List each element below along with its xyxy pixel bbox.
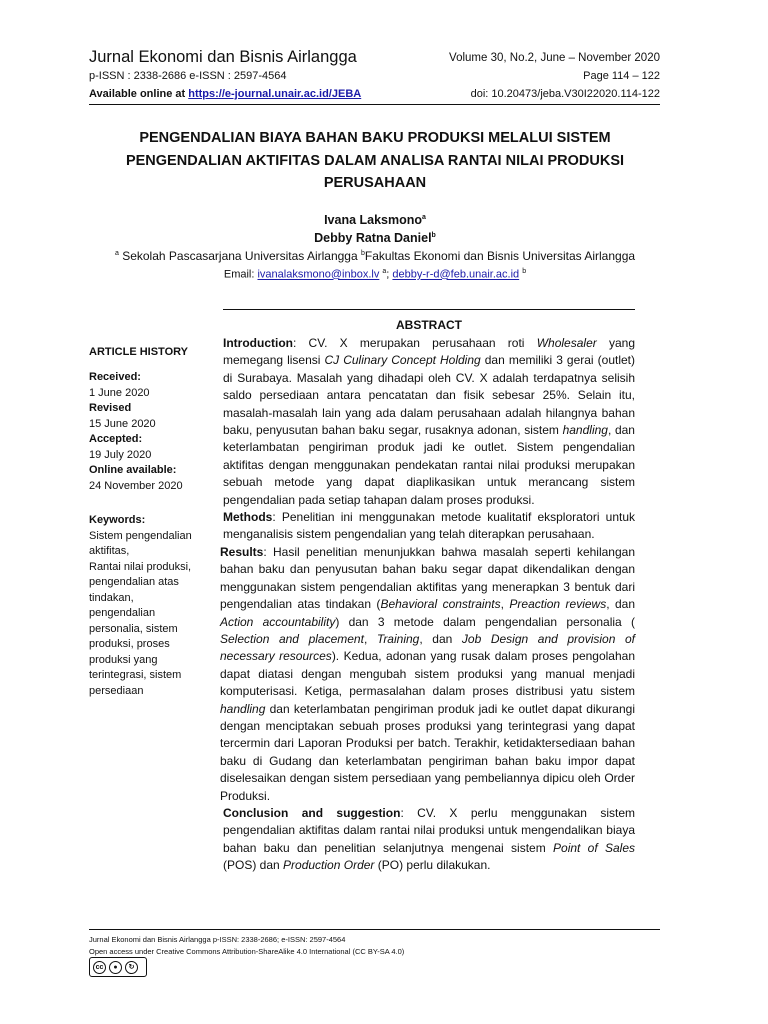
keyword-line: tindakan,: [89, 591, 134, 604]
keywords: [89, 513, 207, 699]
article-history-heading: ARTICLE HISTORY: [89, 346, 189, 358]
intro-text: , dan keterlambatan pengiriman produk jadi ke outlet. Sistem pengendalian aktifitas dengan menggunakan pendekatan rantai nilai produksi merupakan sebuah metode yang dapat diaplikasikan untuk merancang sistem pengendalian pada setiap tahapan dalam proses produksi.: [223, 423, 635, 507]
intro-italic: handling: [562, 423, 608, 438]
results-text: : Hasil penelitian menunjukkan bahwa masalah seperti kehilangan bahan baku dan penyusutan bahan baku segar dapat dikendalikan dengan menggunakan sistem pengendalian aktifitas yang menerapkan 3 bentuk dari pengendalian atas tindakan (: [220, 544, 635, 612]
header-rule: [89, 104, 660, 105]
online-date: 24 November 2020: [89, 479, 183, 492]
author-sup: b: [431, 231, 436, 239]
keyword-line: Sistem pengendalian: [89, 529, 192, 542]
accepted-label: Accepted:: [89, 433, 143, 445]
title-line: PENGENDALIAN BIAYA BAHAN BAKU PRODUKSI MELALUI SISTEM: [139, 130, 611, 146]
abstract-results: [220, 544, 635, 805]
title-line: PERUSAHAAN: [323, 175, 427, 191]
email-sep: ;: [386, 268, 393, 281]
keyword-line: pengendalian atas: [89, 576, 179, 588]
doi: doi: 10.20473/jeba.V30I22020.114-122: [470, 88, 660, 100]
footer-license: Open access under Creative Commons Attribution-ShareAlike 4.0 International (CC BY-SA 4.0): [89, 947, 405, 956]
available-online: [89, 88, 361, 100]
abstract-methods: [223, 509, 635, 544]
affiliations: [0, 249, 750, 263]
intro-text: yang memegang lisensi: [223, 336, 636, 368]
intro-italic: CJ Culinary Concept Holding: [324, 353, 481, 368]
affil-sup: a: [114, 250, 119, 257]
paper-title: [110, 127, 640, 195]
intro-text: : CV. X merupakan perusahaan roti: [292, 336, 537, 350]
abstract-heading: ABSTRACT: [396, 318, 462, 332]
by-person-icon: ●: [109, 961, 122, 974]
results-text: ). Kedua, adonan yang rusak dalam proses pengolahan dapat diatasi dengan mengubah sistem produksi yang manual menjadi komputerisasi. Ketiga, permasalahan dalam proses distribusi yatu sistem: [220, 649, 635, 699]
emails: [0, 268, 750, 281]
cc-icon: cc: [93, 961, 106, 974]
email-sup: b: [522, 268, 527, 275]
history-dates: [89, 370, 207, 494]
abstract-body: [220, 335, 636, 875]
footer-rule: [89, 929, 660, 930]
received-label: Received:: [89, 371, 141, 383]
conclusion-text: (POS) dan: [223, 858, 284, 873]
methods-label: Methods: [223, 510, 273, 525]
abstract-introduction: [223, 335, 635, 509]
results-label: Results: [220, 544, 264, 559]
keyword-line: persediaan: [89, 684, 144, 697]
affil-sup: b: [361, 250, 365, 257]
results-italic: Training: [376, 631, 420, 646]
journal-name: Jurnal Ekonomi dan Bisnis Airlangga: [89, 48, 357, 66]
results-text: dan keterlambatan pengiriman produk jadi ke outlet dapat dikurangi dengan menciptakan sebuah proses produksi yang terintegrasi yang dapat tercermin dari Laporan Produksi per batch. Terakhir, ketidaktersediaan bahan baku di Gudang dan keterlambatan pengiriman bahan baku impor dapat diselesaikan dengan sistem persediaan yang pembeliannya dipicu oleh Order Produksi.: [220, 701, 635, 803]
accepted-date: 19 July 2020: [89, 448, 152, 461]
email-label: Email:: [223, 268, 258, 281]
keyword-line: aktifitas,: [89, 545, 130, 557]
journal-issn: p-ISSN : 2338-2686 e-ISSN : 2597-4564: [89, 70, 287, 82]
page-range: Page 114 – 122: [583, 70, 660, 82]
available-online-label: Available online at: [89, 88, 189, 100]
results-italic: Preaction reviews: [509, 597, 607, 612]
results-italic: Action accountability: [220, 614, 336, 629]
keywords-heading: Keywords:: [89, 514, 146, 526]
keyword-line: terintegrasi, sistem: [89, 669, 182, 681]
revised-date: 15 June 2020: [89, 417, 156, 430]
article-history: [89, 345, 207, 361]
email-sup: a: [382, 268, 387, 275]
author-name: Debby Ratna Daniel: [314, 231, 432, 245]
email-link-1[interactable]: ivanalaksmono@inbox.lv: [257, 268, 380, 281]
conclusion-italic: Point of Sales: [553, 840, 636, 855]
keyword-line: produksi, proses: [89, 638, 170, 650]
affil-b: Fakultas Ekonomi dan Bisnis Universitas Airlangga: [364, 249, 636, 263]
results-text: ,: [500, 597, 510, 612]
methods-text: : Penelitian ini menggunakan metode kualitatif eksploratori untuk menganalisis sistem pengendalian yang telah diterapkan perusahaan.: [223, 510, 635, 542]
author-name: Ivana Laksmono: [324, 213, 423, 227]
keyword-line: personalia, sistem: [89, 622, 178, 635]
received-date: 1 June 2020: [89, 386, 150, 399]
keyword-line: produksi yang: [89, 653, 158, 666]
email-link-2[interactable]: debby-r-d@feb.unair.ac.id: [392, 268, 520, 281]
results-italic: Selection and placement: [220, 631, 364, 646]
results-italic: handling: [220, 701, 266, 716]
sharealike-icon: ↻: [125, 961, 138, 974]
results-italic: Job Design and provision of necessary resources: [220, 631, 636, 664]
results-text: , dan: [419, 631, 462, 646]
intro-italic: Wholesaler: [536, 336, 597, 350]
abstract-conclusion: [223, 805, 635, 875]
revised-label: Revised: [89, 402, 132, 414]
intro-label: Introduction: [223, 336, 293, 350]
volume-info: Volume 30, No.2, June – November 2020: [449, 52, 660, 64]
conclusion-text: : CV. X perlu menggunakan sistem pengendalian aktifitas dalam rantai nilai produksi untuk mengendalikan biaya bahan baku dan penelitian selanjutnya mengenai sistem: [223, 805, 635, 855]
conclusion-text: (PO) perlu dilakukan.: [374, 858, 491, 873]
cc-license-badge[interactable]: [89, 957, 147, 977]
author-2: [0, 231, 750, 245]
title-line: PENGENDALIAN AKTIFITAS DALAM ANALISA RANTAI NILAI PRODUKSI: [125, 152, 625, 169]
intro-text: dan memiliki 3 gerai (outlet) di Surabaya. Masalah yang dihadapi oleh CV. X adalah terdapatnya selisih saldo persediaan antara pencatatan dan fisik sebesar 25%. Selain itu, masalah-masalah lain yang ada dalam perusahaan adalah hilangnya bahan baku, penyusutan bahan baku segar, rusaknya adonan, sistem: [223, 353, 635, 438]
results-italic: Behavioral constraints: [380, 597, 501, 612]
conclusion-italic: Production Order: [283, 858, 375, 873]
abstract-rule: [223, 309, 635, 310]
keyword-line: Rantai nilai produksi,: [89, 560, 192, 573]
results-text: ) dan 3 metode dalam pengendalian personalia (: [335, 614, 635, 629]
online-label: Online available:: [89, 464, 177, 476]
results-text: , dan: [606, 597, 635, 612]
journal-url-link[interactable]: https://e-journal.unair.ac.id/JEBA: [188, 88, 362, 100]
author-1: [0, 213, 750, 227]
results-text: ,: [363, 631, 377, 646]
affil-a: Sekolah Pascasarjana Universitas Airlangga: [118, 249, 361, 263]
keyword-line: pengendalian: [89, 607, 156, 619]
author-sup: a: [422, 213, 426, 221]
conclusion-label: Conclusion and suggestion: [223, 805, 401, 820]
footer-journal: Jurnal Ekonomi dan Bisnis Airlangga p-ISSN: 2338-2686; e-ISSN: 2597-4564: [89, 935, 346, 944]
